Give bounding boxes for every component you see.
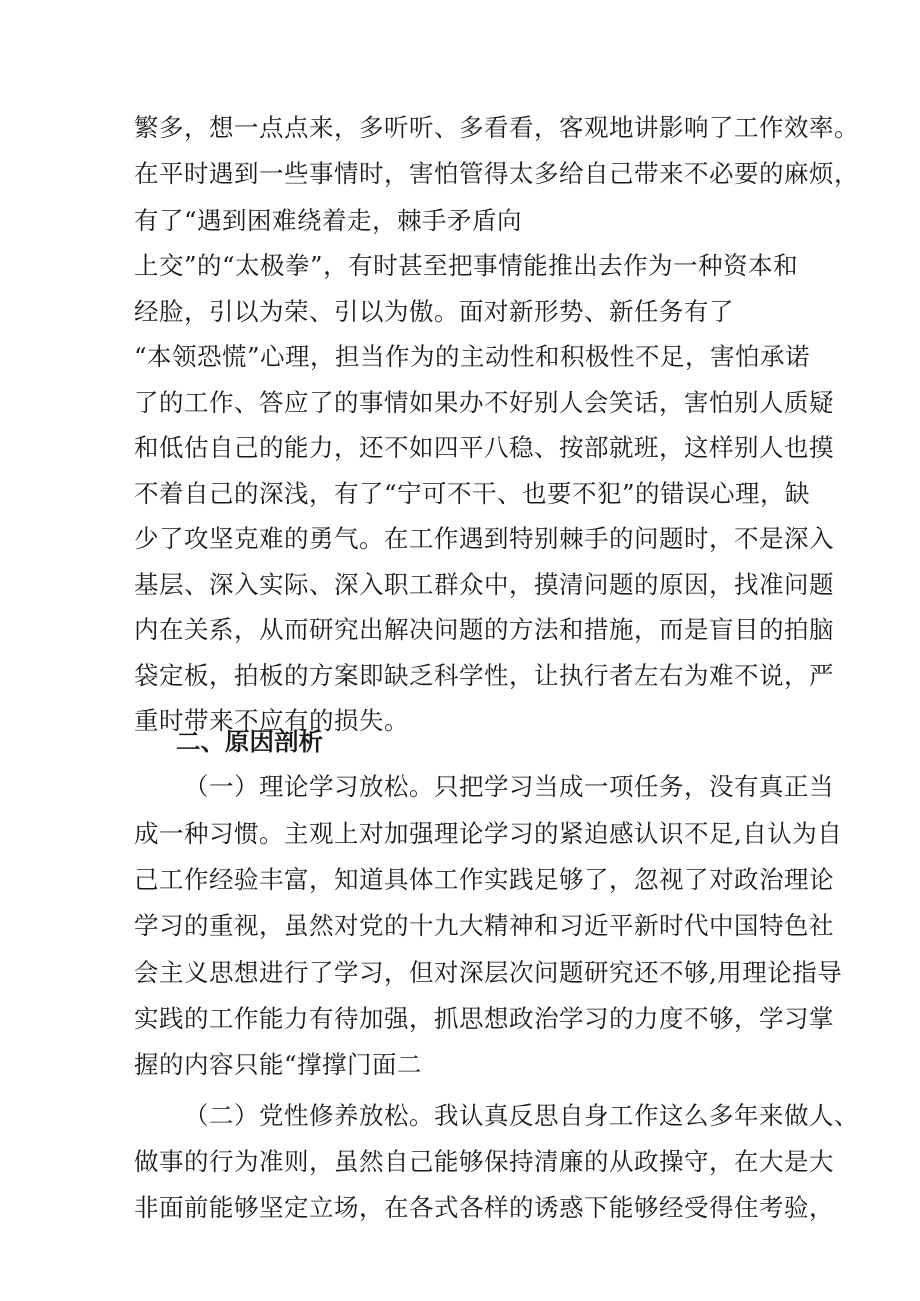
text-line: “本领恐慌”心理，担当作为的主动性和积极性不足，害怕承诺 bbox=[134, 342, 811, 371]
text-line: 非面前能够坚定立场，在各式各样的诱惑下能够经受得住考验， bbox=[134, 1193, 834, 1222]
text-line: 袋定板，拍板的方案即缺乏科学性，让执行者左右为难不说，严 bbox=[134, 661, 834, 690]
text-line: 做事的行为准则，虽然自己能够保持清廉的从政操守，在大是大 bbox=[134, 1147, 834, 1176]
text-line: （二）党性修养放松。我认真反思自身工作这么多年来做人、 bbox=[184, 1101, 859, 1130]
text-line: 学习的重视，虽然对党的十九大精神和习近平新时代中国特色社 bbox=[134, 911, 834, 940]
text-line: 经脸，引以为荣、引以为傲。面对新形势、新任务有了 bbox=[134, 297, 734, 326]
section-heading: 二、原因剖析 bbox=[176, 727, 323, 756]
text-line: （一）理论学习放松。只把学习当成一项任务，没有真正当 bbox=[184, 772, 834, 801]
text-line: 繁多，想一点点来，多听听、多看看，客观地讲影响了工作效率。 bbox=[134, 113, 859, 142]
text-line: 成一种习惯。主观上对加强理论学习的紧迫感认识不足,自认为自 bbox=[134, 819, 843, 848]
text-line: 少了攻坚克难的勇气。在工作遇到特别棘手的问题时，不是深入 bbox=[134, 524, 834, 553]
text-line: 了的工作、答应了的事情如果办不好别人会笑话，害怕别人质疑 bbox=[134, 388, 834, 417]
text-line: 有了“遇到困难绕着走，棘手矛盾向 bbox=[134, 206, 523, 235]
text-line: 上交”的“太极拳”，有时甚至把事情能推出去作为一种资本和 bbox=[134, 251, 799, 280]
text-line: 在平时遇到一些事情时，害怕管得太多给自己带来不必要的麻烦， bbox=[134, 159, 859, 188]
text-line: 基层、深入实际、深入职工群众中，摸清问题的原因，找准问题 bbox=[134, 570, 834, 599]
text-line: 实践的工作能力有待加强，抓思想政治学习的力度不够，学习掌 bbox=[134, 1004, 834, 1033]
text-line: 重时带来不应有的损失。 bbox=[134, 706, 409, 735]
text-line: 握的内容只能“撑撑门面二 bbox=[134, 1050, 423, 1079]
text-line: 不着自己的深浅，有了“宁可不干、也要不犯”的错误心理，缺 bbox=[134, 479, 811, 508]
text-line: 和低估自己的能力，还不如四平八稳、按部就班，这样别人也摸 bbox=[134, 433, 834, 462]
text-line: 内在关系，从而研究出解决问题的方法和措施，而是盲目的拍脑 bbox=[134, 615, 834, 644]
text-line: 会主义思想进行了学习，但对深层次问题研究还不够,用理论指导 bbox=[134, 958, 843, 987]
text-line: 己工作经验丰富，知道具体工作实践足够了，忽视了对政治理论 bbox=[134, 865, 834, 894]
